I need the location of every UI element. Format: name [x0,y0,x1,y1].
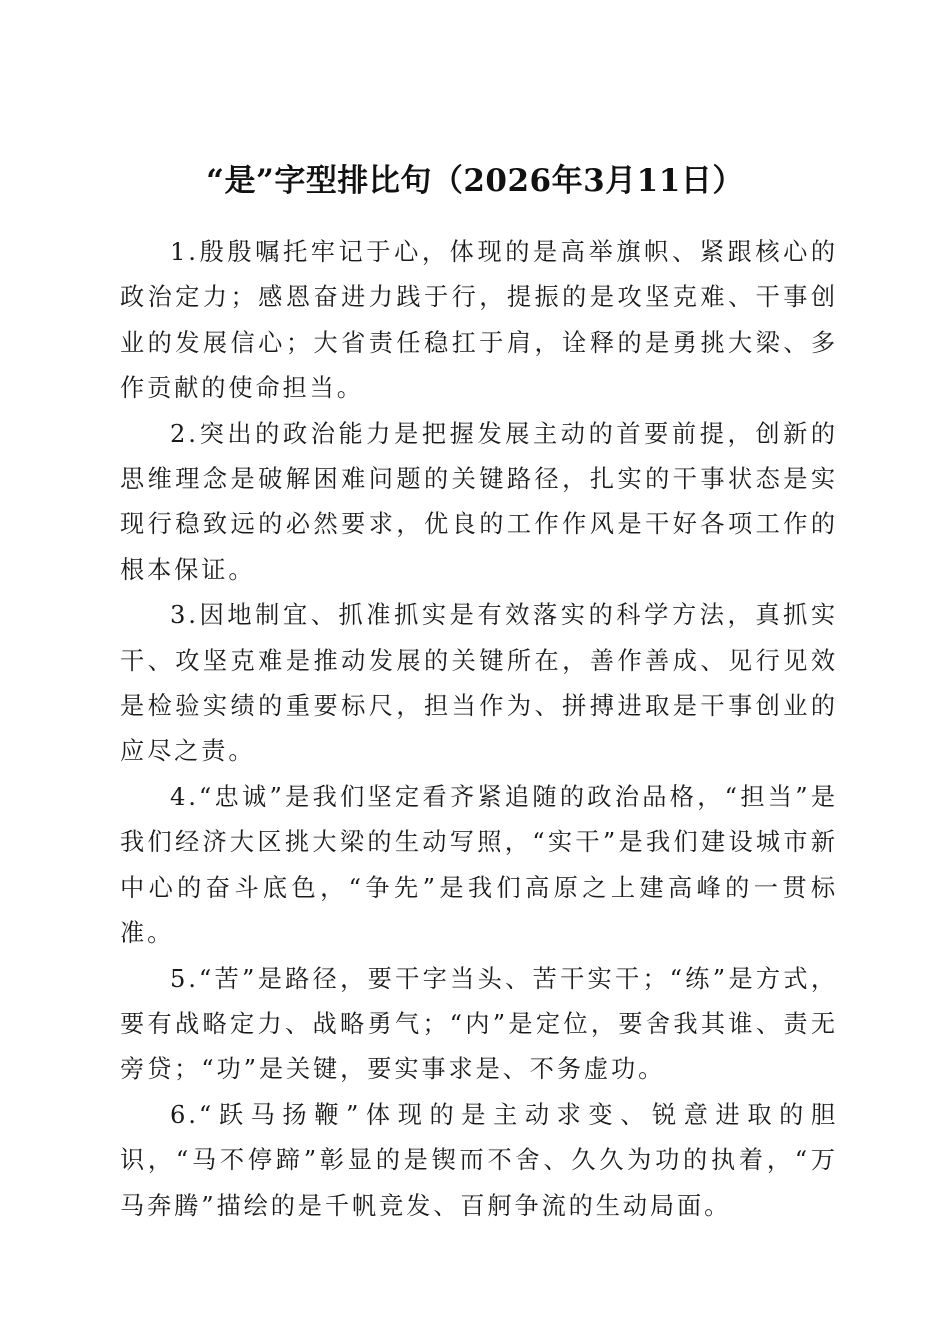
paragraph-4: 4.“忠诚”是我们坚定看齐紧追随的政治品格，“担当”是我们经济大区挑大梁的生动写照，“实干”是我们建设城市新中心的奋斗底色，“争先”是我们高原之上建高峰的一贯标准。 [120,782,838,948]
paragraph-2: 2.突出的政治能力是把握发展主动的首要前提，创新的思维理念是破解困难问题的关键路径，扎实的干事状态是实现行稳致远的必然要求，优良的工作作风是干好各项工作的根本保证。 [120,419,838,584]
paragraph-5: 5.“苦”是路径，要干字当头、苦干实干；“练”是方式，要有战略定力、战略勇气；“内”是定位，要舍我其谁、责无旁贷；“功”是关键，要实事求是、不务虚功。 [120,964,838,1084]
document-title: “是”字型排比句（2026年3月11日） [206,162,744,199]
paragraph-3: 3.因地制宜、抓准抓实是有效落实的科学方法，真抓实干、攻坚克难是推动发展的关键所在，善作善成、见行见效是检验实绩的重要标尺，担当作为、拼搏进取是干事创业的应尽之责。 [120,601,838,766]
paragraph-6: 6.“跃马扬鞭”体现的是主动求变、锐意进取的胆识，“马不停蹄”彰显的是锲而不舍、久久为功的执着，“万马奔腾”描绘的是千帆竞发、百舸争流的生动局面。 [120,1100,838,1220]
paragraph-1: 1.殷殷嘱托牢记于心，体现的是高举旗帜、紧跟核心的政治定力；感恩奋进力践于行，提振的是攻坚克难、干事创业的发展信心；大省责任稳扛于肩，诠释的是勇挑大梁、多作贡献的使命担当。 [120,238,838,403]
document-body [120,230,838,1229]
